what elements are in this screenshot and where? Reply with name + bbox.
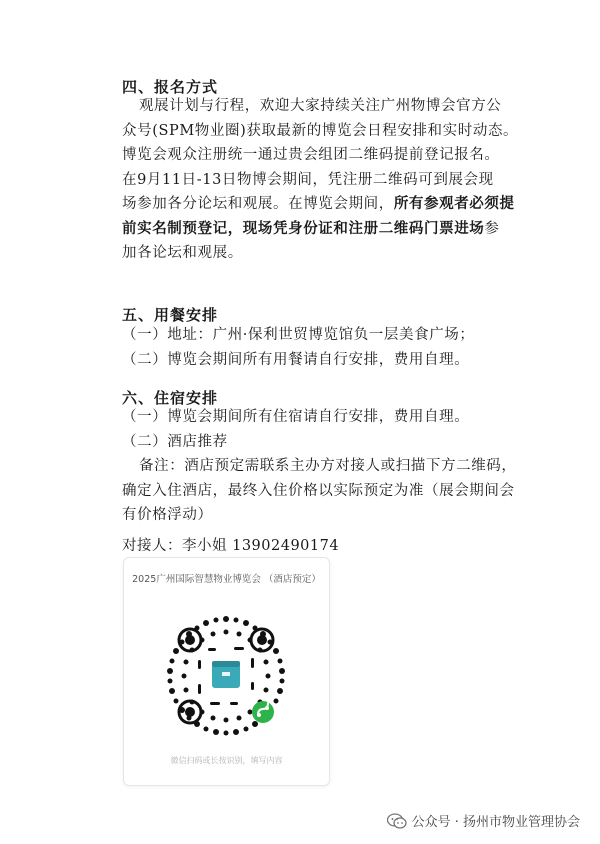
paragraph-line: 加各论坛和观展。 (122, 245, 243, 261)
list-item: （二）博览会期间所有用餐请自行安排，费用自理。 (122, 351, 470, 368)
mini-program-icon (252, 701, 274, 723)
registration-paragraph (139, 94, 501, 119)
note-line: 有价格浮动） (122, 507, 213, 523)
wechat-icon (387, 813, 407, 829)
list-item: （二）酒店推荐 (122, 433, 228, 450)
qr-card-title: 2025广州国际智慧物业博览会 （酒店预定） (132, 574, 321, 585)
qr-card-hint: 微信扫码或长按识别，填写内容 (170, 756, 283, 765)
list-item: （一）地址：广州·保利世贸博览馆负一层美食广场； (122, 327, 475, 343)
lodging-list (122, 405, 469, 454)
list-item: （一）博览会期间所有住宿请自行安排，费用自理。 (122, 409, 470, 425)
paragraph-line: 前实名制预登记，现场凭身份证和注册二维码门票进场参 (122, 219, 500, 237)
lodging-note-cont (122, 479, 515, 528)
section-heading-registration: 四、报名方式 (122, 78, 219, 96)
dining-list (122, 323, 475, 372)
lodging-note (139, 454, 517, 479)
qr-code-card[interactable] (123, 557, 330, 786)
bold-notice: 前实名制预登记，现场凭身份证和注册二维码门票进场 (122, 219, 485, 237)
note-line: 备注：酒店预定需联系主办方对接人或扫描下方二维码， (139, 458, 517, 474)
paragraph-line: 观展计划与行程，欢迎大家持续关注广州物博会官方公 (139, 98, 502, 114)
paragraph-line: 在9月11日-13日物博会期间，凭注册二维码可到展会现 (122, 171, 494, 188)
section-heading-dining: 五、用餐安排 (122, 306, 219, 324)
contact-person: 对接人：李小姐 13902490174 (122, 538, 340, 554)
paragraph-line: 场参加各分论坛和观展。在博览会期间，所有参观者必须提 (122, 195, 515, 212)
mini-program-qr-code[interactable] (164, 614, 288, 738)
paragraph-line: 众号(SPM物业圈)获取最新的博览会日程安排和实时动态。 (122, 122, 519, 139)
note-line: 确定入住酒店，最终入住价格以实际预定为准（展会期间会 (122, 482, 515, 499)
registration-paragraph-cont (122, 119, 518, 266)
paragraph-line: 博览会观众注册统一通过贵会组团二维码提前登记报名。 (122, 147, 500, 163)
section-heading-lodging: 六、住宿安排 (122, 389, 219, 407)
footer-watermark (387, 811, 580, 830)
footer-text: 公众号 · 扬州市物业管理协会 (411, 815, 580, 830)
bold-notice: 所有参观者必须提 (393, 195, 515, 212)
